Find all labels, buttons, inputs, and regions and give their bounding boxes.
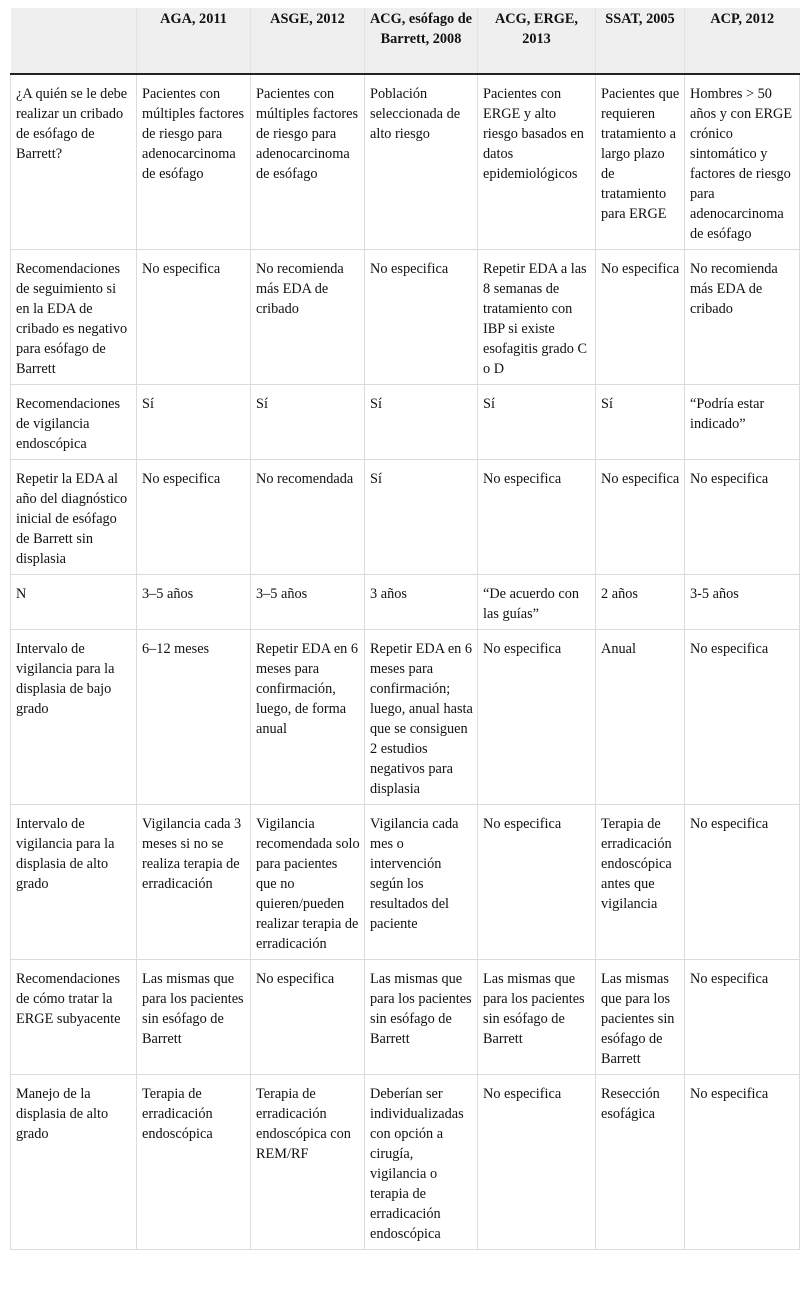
- table-cell: No especifica: [596, 250, 685, 385]
- table-cell: 3–5 años: [137, 575, 251, 630]
- table-cell: Las mismas que para los pacientes sin esófago de Barrett: [596, 960, 685, 1075]
- column-header: ACG, esófago de Barrett, 2008: [365, 8, 478, 74]
- table-cell: No especifica: [685, 460, 800, 575]
- table-cell: No especifica: [251, 960, 365, 1075]
- row-label: Recomendaciones de vigilancia endoscópica: [11, 385, 137, 460]
- table-cell: Vigilancia cada mes o intervención según los resultados del paciente: [365, 805, 478, 960]
- row-label: Intervalo de vigilancia para la displasia de alto grado: [11, 805, 137, 960]
- table-row: [11, 250, 800, 385]
- table-cell: No especifica: [478, 1075, 596, 1250]
- table-cell: Vigilancia cada 3 meses si no se realiza terapia de erradicación: [137, 805, 251, 960]
- table-cell: Pacientes con múltiples factores de riesgo para adenocarcinoma de esófago: [137, 74, 251, 250]
- table-cell: No especifica: [685, 805, 800, 960]
- table-cell: 6–12 meses: [137, 630, 251, 805]
- table-cell: Anual: [596, 630, 685, 805]
- table-cell: No especifica: [685, 630, 800, 805]
- table-cell: Las mismas que para los pacientes sin esófago de Barrett: [137, 960, 251, 1075]
- row-label: N: [11, 575, 137, 630]
- table-cell: No especifica: [685, 1075, 800, 1250]
- table-cell: Las mismas que para los pacientes sin esófago de Barrett: [478, 960, 596, 1075]
- table-cell: Terapia de erradicación endoscópica: [137, 1075, 251, 1250]
- table-cell: No recomendada: [251, 460, 365, 575]
- table-cell: Resección esofágica: [596, 1075, 685, 1250]
- row-label: ¿A quién se le debe realizar un cribado de esófago de Barrett?: [11, 74, 137, 250]
- table-row: [11, 960, 800, 1075]
- table-cell: Terapia de erradicación endoscópica con REM/RF: [251, 1075, 365, 1250]
- header-row: [11, 8, 800, 74]
- table-cell: Sí: [365, 385, 478, 460]
- table-cell: Pacientes con múltiples factores de riesgo para adenocarcinoma de esófago: [251, 74, 365, 250]
- table-row: [11, 575, 800, 630]
- table-cell: Pacientes con ERGE y alto riesgo basados en datos epidemiológicos: [478, 74, 596, 250]
- table-cell: No especifica: [365, 250, 478, 385]
- table-row: [11, 385, 800, 460]
- table-cell: No especifica: [478, 805, 596, 960]
- table-row: [11, 1075, 800, 1250]
- table-row: [11, 74, 800, 250]
- table-cell: No especifica: [478, 460, 596, 575]
- column-header: ASGE, 2012: [251, 8, 365, 74]
- table-row: [11, 460, 800, 575]
- table-header: [11, 8, 800, 74]
- table-cell: No especifica: [137, 460, 251, 575]
- table-cell: 3-5 años: [685, 575, 800, 630]
- header-cell-empty: [11, 8, 137, 74]
- guidelines-table-container: [10, 8, 799, 1250]
- row-label: Intervalo de vigilancia para la displasia de bajo grado: [11, 630, 137, 805]
- table-cell: No especifica: [596, 460, 685, 575]
- table-cell: Sí: [478, 385, 596, 460]
- guidelines-comparison-table: [10, 8, 800, 1250]
- table-cell: Pacientes que requieren tratamiento a largo plazo de tratamiento para ERGE: [596, 74, 685, 250]
- table-cell: Sí: [137, 385, 251, 460]
- table-cell: No especifica: [137, 250, 251, 385]
- row-label: Repetir la EDA al año del diagnóstico inicial de esófago de Barrett sin displasia: [11, 460, 137, 575]
- table-cell: Población seleccionada de alto riesgo: [365, 74, 478, 250]
- table-cell: No recomienda más EDA de cribado: [251, 250, 365, 385]
- table-cell: 3–5 años: [251, 575, 365, 630]
- table-cell: Las mismas que para los pacientes sin esófago de Barrett: [365, 960, 478, 1075]
- row-label: Manejo de la displasia de alto grado: [11, 1075, 137, 1250]
- table-cell: Hombres > 50 años y con ERGE crónico sintomático y factores de riesgo para adenocarcinoma de esófago: [685, 74, 800, 250]
- table-cell: 3 años: [365, 575, 478, 630]
- table-cell: Vigilancia recomendada solo para pacientes que no quieren/pueden realizar terapia de erradicación: [251, 805, 365, 960]
- table-row: [11, 805, 800, 960]
- column-header: ACG, ERGE, 2013: [478, 8, 596, 74]
- table-row: [11, 630, 800, 805]
- table-cell: Repetir EDA en 6 meses para confirmación, luego, de forma anual: [251, 630, 365, 805]
- table-cell: Sí: [596, 385, 685, 460]
- table-cell: “Podría estar indicado”: [685, 385, 800, 460]
- table-cell: “De acuerdo con las guías”: [478, 575, 596, 630]
- table-cell: Terapia de erradicación endoscópica antes que vigilancia: [596, 805, 685, 960]
- column-header: SSAT, 2005: [596, 8, 685, 74]
- table-cell: Sí: [251, 385, 365, 460]
- table-cell: Deberían ser individualizadas con opción a cirugía, vigilancia o terapia de erradicación endoscópica: [365, 1075, 478, 1250]
- table-body: [11, 74, 800, 1250]
- column-header: AGA, 2011: [137, 8, 251, 74]
- table-cell: No especifica: [478, 630, 596, 805]
- row-label: Recomendaciones de seguimiento si en la EDA de cribado es negativo para esófago de Barrett: [11, 250, 137, 385]
- table-cell: No especifica: [685, 960, 800, 1075]
- table-cell: No recomienda más EDA de cribado: [685, 250, 800, 385]
- row-label: Recomendaciones de cómo tratar la ERGE subyacente: [11, 960, 137, 1075]
- table-cell: 2 años: [596, 575, 685, 630]
- table-cell: Repetir EDA en 6 meses para confirmación; luego, anual hasta que se consiguen 2 estudios negativos para displasia: [365, 630, 478, 805]
- table-cell: Sí: [365, 460, 478, 575]
- column-header: ACP, 2012: [685, 8, 800, 74]
- table-cell: Repetir EDA a las 8 semanas de tratamiento con IBP si existe esofagitis grado C o D: [478, 250, 596, 385]
